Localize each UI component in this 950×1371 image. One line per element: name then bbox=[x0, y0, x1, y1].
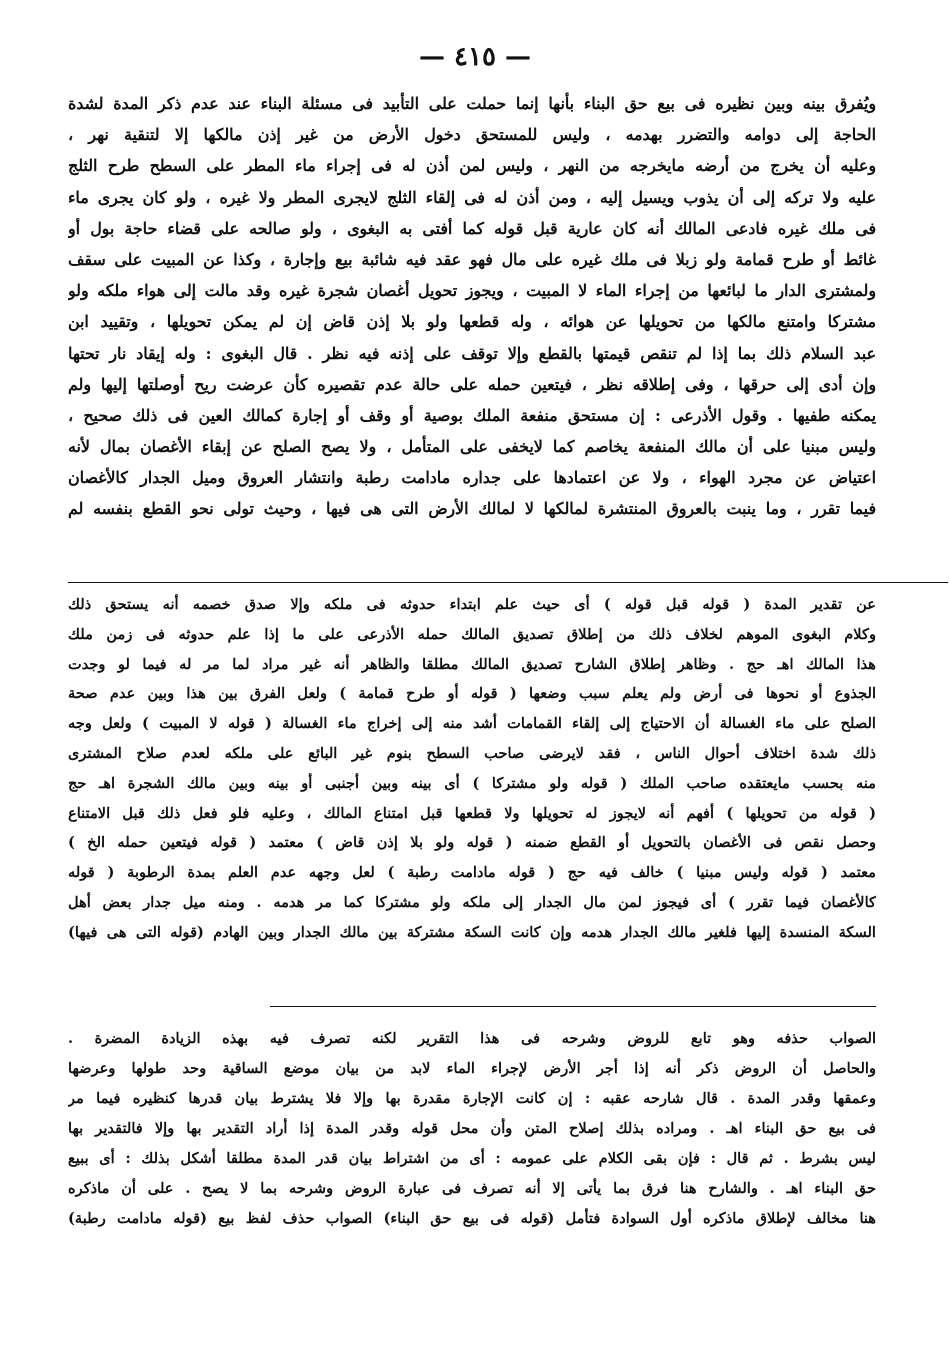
footnote-line: الصواب حذفه وهو تابع للروض وشرحه فى هذا التقرير لكنه تصرف فيه بهذه الزيادة المضرة . bbox=[68, 1030, 876, 1047]
page-number: — ٤١٥ — bbox=[418, 42, 532, 72]
main-text-line: يمكنه طفيها . وقول الأذرعى : إن مستحق منفعة الملك بوصية أو وقف أو إجارة كمالك العين فى ذلك صحيح ، bbox=[68, 405, 876, 425]
commentary-line: وحصل نقص فى الأغصان بالتحويل أو القطع ضمنه ( قوله ولو بلا إذن قاض ) معتمد ( قوله فيتعين حمله الخ ) bbox=[68, 834, 876, 852]
commentary-line: وكلام البغوى الموهم لخلاف ذلك من إطلاق تصديق المالك حمله الأذرعى على ما إذا علم حدوثه فى زمن ملك bbox=[68, 625, 876, 643]
main-text-line: فيما تقرر ، وما ينبت بالعروق المنتشرة لمالكها لا لمالك الأرض التى هى فيها ، وحيث تولى نحو القطع بنفسه لم bbox=[68, 499, 876, 519]
footnote-divider bbox=[270, 1006, 876, 1007]
main-text-line: عبد السلام ذلك بما إذا لم تنقص قيمتها بالقطع وإلا توقف على إذنه فيه نظر . قال البغوى : وله إيقاد نار تحتها bbox=[68, 343, 876, 363]
main-text-line: الحاجة إلى دوامه والتضرر بهدمه ، وليس للمستحق دخول الأرض من غير إذن مالكها إلا لتنقية نهر ، bbox=[68, 125, 876, 145]
commentary-line: كالأغصان فيما تقرر ) أى فيجوز لمن مال الجدار إلى ملكه ولو مشتركا كما مر هدمه . ومنه ميل جدار بعض أهل bbox=[68, 893, 876, 911]
footnote-line: ليس بشرط . ثم قال : فإن بقى الكلام على عمومه : أى من اشتراط بيان قدر المدة مطلقا أشكل بذلك : أى ببيع bbox=[68, 1150, 876, 1167]
commentary-line: ذلك شدة اختلاف أحوال الناس ، فقد لايرضى صاحب السطح بنوم غير البائع على ملكه لعدم صلاح المشترى bbox=[68, 744, 876, 762]
main-text-line: ولمشترى الدار ما لبائعها من إجراء الماء لا المبيت ، ويجوز تحويل أغصان شجرة غيره وقد مالت إلى هواء ملكه ولو bbox=[68, 281, 876, 301]
main-text-line: وليس مبنيا على أن مالك المنفعة يخاصم كما لايخفى على المتأمل ، ولا يصح الصلح عن إبقاء الأغصان بمال لأنه bbox=[68, 437, 876, 457]
commentary-line: عن تقدير المدة ( قوله قبل قوله ) أى حيث علم ابتداء حدوثه فى ملكه وإلا صدق خصمه أنه يستحق ذلك bbox=[68, 596, 876, 613]
commentary-line: السكة المنسدة إليها فلغير مالك الجدار هدمه وإن كانت السكة مشتركة بين مالك الجدار وبين الهادم (قوله التى هى فيها) bbox=[68, 923, 876, 941]
main-text-line: وإن أدى إلى حرقها ، وفى إطلاقه نظر ، فيتعين حمله على حالة عدم تقصيره كأن عرضت ريح أوصلتها إليها ولم bbox=[68, 374, 876, 394]
main-text-line: عليه ولا تركه إلى أن يذوب ويسيل إليه ، ومن أذن له فى إلقاء الثلج لايجرى المطر ولا غيره ، ولو كان يجرى ماء bbox=[68, 187, 876, 207]
main-text-line: اعتياض عن مجرد الهواء ، ولا عن اعتمادها على جداره مادامت رطبة وانتشار العروق وميل الجدار كالأغصان bbox=[68, 468, 876, 488]
main-text-line: ويُفرق بينه وبين نظيره فى بيع حق البناء بأنها إنما حملت على التأبيد فى مسئلة البناء عند عدم ذكر المدة لشدة bbox=[68, 94, 876, 113]
commentary-line: هذا المالك اهـ حج . وظاهر إطلاق الشارح تصديق المالك مطلقا والظاهر أنه غير مراد لما مر له فيما لو وجدت bbox=[68, 655, 876, 673]
footnote-line: والحاصل أن الروض ذكر أنه إذا أجر الأرض لإجراء الماء لابد من بيان موضع الساقية وحد طولها وعرضها bbox=[68, 1060, 876, 1077]
main-divider bbox=[68, 582, 948, 583]
main-text-line: غائط أو طرح قمامة ولو زبلا فى ملك غيره على مال فهو عقد فيه شائبة بيع وإجارة ، وكذا عن المبيت على سقف bbox=[68, 249, 876, 269]
footnote-line: حق البناء اهـ . والشارح هنا فرق بما يأتى إلا أنه تصرف فى عبارة الروض وشرحه بما لا يصح . على أن ماذكره bbox=[68, 1180, 876, 1197]
commentary-line: معتمد ( قوله وليس مبنيا ) خالف فيه حج ( قوله مادامت رطبة ) لعل وجهه عدم العلم بمدة الرطوبة ( قوله bbox=[68, 864, 876, 882]
footnote-block bbox=[68, 1024, 876, 1234]
commentary-line: الصلح على ماء الغسالة أن الاحتياج إلى إلقاء القمامات أشد منه إلى إخراج ماء الغسالة ( قوله لا المبيت ) ولعل وجه bbox=[68, 715, 876, 733]
main-text-line: مشتركا وامتنع مالكها من تحويلها عن هوائه ، وله قطعها ولو بلا إذن قاض إن لم يمكن تحويلها ، وتقييد ابن bbox=[68, 312, 876, 332]
footnote-line: وعمقها وقدر المدة . قال شارحه عقبه : إن كانت الإجارة مقدرة بها وإلا فلا يشترط بيان قدرها كنظيره فيما مر bbox=[68, 1090, 876, 1107]
footnote-line: فى بيع حق البناء اهـ . ومراده بذلك إصلاح المتن وأن محل قوله وقدر المدة إذا أراد التقدير بها وإلا فالتقدير بها bbox=[68, 1120, 876, 1137]
footnote-line: هنا مخالف لإطلاق ماذكره أول السوادة فتأمل (قوله فى بيع حق البناء) الصواب حذف لفظ بيع (قوله مادامت رطبة) bbox=[68, 1210, 876, 1227]
commentary-line: الجذوع أو نحوها فى أرض ولم يعلم سبب وضعها ( قوله أو طرح قمامة ) ولعل الفرق بين هذا وبين عدم صحة bbox=[68, 685, 876, 703]
commentary-block bbox=[68, 590, 876, 948]
main-text-block bbox=[68, 88, 876, 525]
commentary-line: ( قوله من تحويلها ) أفهم أنه لايجوز له تحويلها ولا قطعها قبل امتناع المالك ، وعليه فلو فعل ذلك قبل الامتناع bbox=[68, 804, 876, 822]
main-text-line: وعليه أن يخرج من أرضه مايخرجه من النهر ، وليس لمن أذن له فى إجراء ماء المطر على السطح طرح الثلج bbox=[68, 156, 876, 176]
commentary-line: منه بحسب مايعتقده صاحب الملك ( قوله ولو مشتركا ) أى بينه وبين أجنبى أو بينه وبين مالك الشجرة اهـ حج bbox=[68, 774, 876, 792]
main-text-line: فى ملك غيره فادعى المالك أنه كان عارية قبل قوله كما أفتى به البغوى ، ولو صالحه على قضاء حاجة بول أو bbox=[68, 218, 876, 238]
